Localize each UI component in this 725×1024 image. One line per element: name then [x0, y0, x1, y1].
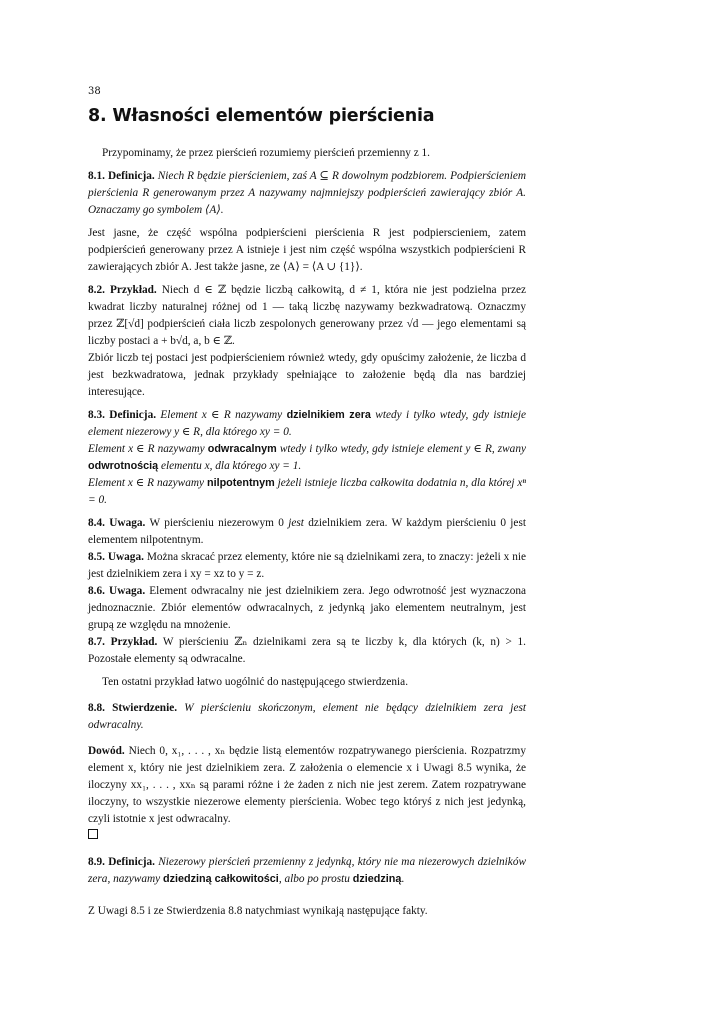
- term-integral-domain: dziedziną całkowitości: [163, 873, 279, 885]
- intro-paragraph: Przypominamy, że przez pierścień rozumiemy pierścień przemienny z 1.: [102, 147, 431, 159]
- example-8-2-continuation: Zbiór liczb tej postaci jest podpierścieniem również wtedy, gdy opuścimy założenie, że liczba d jest bezkwadratowa, jednak przykłady spełniające to założenie będą dla nas bardziej interesujące.: [88, 352, 526, 398]
- term-inverse: odwrotnością: [88, 460, 159, 472]
- remark-label: 8.4. Uwaga.: [88, 517, 146, 529]
- definition-label: 8.1. Definicja.: [88, 170, 155, 182]
- proof: Dowód. Niech 0, x₁, . . . , xₙ będzie listą elementów rozpatrywanego pierścienia. Rozpatrzmy element x, który nie jest dzielnikiem zera. Z założenia o elemencie x i Uwagi 8.5 wynika, że iloczyny xx₁, . . . , xxₙ są parami różne i że żaden z nich nie jest zerem. Zatem rozpatrywane iloczyny, to wszystkie niezerowe elementy pierścienia. Wobec tego któryś z nich jest jedynką, czyli istotnie x jest odwracalny.: [88, 743, 526, 845]
- qed-square-icon: [88, 829, 98, 839]
- remark-label: 8.6. Uwaga.: [88, 585, 146, 597]
- page-number: 38: [88, 86, 101, 97]
- example-label: 8.2. Przykład.: [88, 284, 157, 296]
- example-text: Niech d ∈ ℤ będzie liczbą całkowitą, d ≠ 1, która nie jest podzielna przez kwadrat liczby naturalnej różnej od 1 — taką liczbę nazywamy bezkwadratową. Oznaczmy przez ℤ[√d] podpierścień ciała liczb zespolonych generowany przez √d — jego elementami są liczby postaci a + b√d, a, b ∈ ℤ.: [88, 284, 526, 347]
- remark-8-5: 8.5. Uwaga. Można skracać przez elementy, które nie są dzielnikami zera, to znaczy: jeżeli x nie jest dzielnikiem zera i xy = xz to y = z.: [88, 551, 527, 580]
- remark-label: 8.5. Uwaga.: [88, 551, 144, 563]
- section-title: 8. Własności elementów pierścienia: [88, 106, 435, 126]
- definition-8-9: 8.9. Definicja. Niezerowy pierścień przemienny z jedynką, który nie ma niezerowych dzielników zera, nazywamy dziedziną całkowitości, albo po prostu dziedziną.: [88, 856, 527, 885]
- example-8-7: 8.7. Przykład. W pierścieniu ℤₙ dzielnikami zera są te liczby k, dla których (k, n) > 1. Pozostałe elementy są odwracalne.: [88, 636, 526, 665]
- definition-text: Niech R będzie pierścieniem, zaś A ⊆ R dowolnym podzbiorem. Podpierścieniem pierścienia R generowanym przez A nazywamy najmniejszy podpierścień zawierający zbiór A. Oznaczamy go symbolem ⟨A⟩.: [88, 170, 527, 216]
- definition-8-1: [88, 168, 526, 219]
- example-label: 8.7. Przykład.: [88, 636, 158, 648]
- page-body: [88, 145, 526, 920]
- proposition-8-8: 8.8. Stwierdzenie. W pierścieniu skończonym, element nie będący dzielnikiem zera jest odwracalny.: [88, 702, 526, 731]
- definition-8-3-nilpotent: Element x ∈ R nazywamy nilpotentnym jeżeli istnieje liczba całkowita dodatnia n, dla której xⁿ = 0.: [88, 477, 526, 506]
- term-zero-divisor: dzielnikiem zera: [286, 409, 371, 421]
- remark-8-6: 8.6. Uwaga. Element odwracalny nie jest dzielnikiem zera. Jego odwrotność jest wyznaczona jednoznacznie. Zbiór elementów odwracalnych, z jedynką jako elementem neutralnym, jest grupą ze względu na mnożenie.: [88, 585, 527, 631]
- remark-8-4: 8.4. Uwaga. W pierścieniu niezerowym 0 jest dzielnikiem zera. W każdym pierścieniu 0 jest elementem nilpotentnym.: [88, 517, 526, 546]
- paragraph-after-8-7: Ten ostatni przykład łatwo uogólnić do następującego stwierdzenia.: [102, 676, 409, 688]
- proposition-label: 8.8. Stwierdzenie.: [88, 702, 178, 714]
- example-8-2: [88, 282, 526, 350]
- term-invertible: odwracalnym: [207, 443, 277, 455]
- closing-paragraph: Z Uwagi 8.5 i ze Stwierdzenia 8.8 natychmiast wynikają następujące fakty.: [88, 905, 428, 917]
- definition-label: 8.3. Definicja.: [88, 409, 157, 421]
- definition-8-3-invertible: Element x ∈ R nazywamy odwracalnym wtedy i tylko wtedy, gdy istnieje element y ∈ R, zwany odwrotnością elementu x, dla którego xy = 1.: [88, 443, 526, 472]
- proof-label: Dowód.: [88, 745, 125, 757]
- term-nilpotent: nilpotentnym: [206, 477, 275, 489]
- paragraph-after-8-1: Jest jasne, że część wspólna podpierścieni pierścienia R jest podpierscieniem, zatem podpierścień generowany przez A istnieje i jest nim część wspólna wszystkich podpierścieni R zawierających zbiór A. Jest także jasne, ze ⟨A⟩ = ⟨A ∪ {1}⟩.: [88, 227, 526, 273]
- definition-8-3: 8.3. Definicja. Element x ∈ R nazywamy dzielnikiem zera wtedy i tylko wtedy, gdy istnieje element niezerowy y ∈ R, dla którego xy = 0.: [88, 409, 527, 438]
- term-domain: dziedziną: [352, 873, 402, 885]
- definition-label: 8.9. Definicja.: [88, 856, 155, 868]
